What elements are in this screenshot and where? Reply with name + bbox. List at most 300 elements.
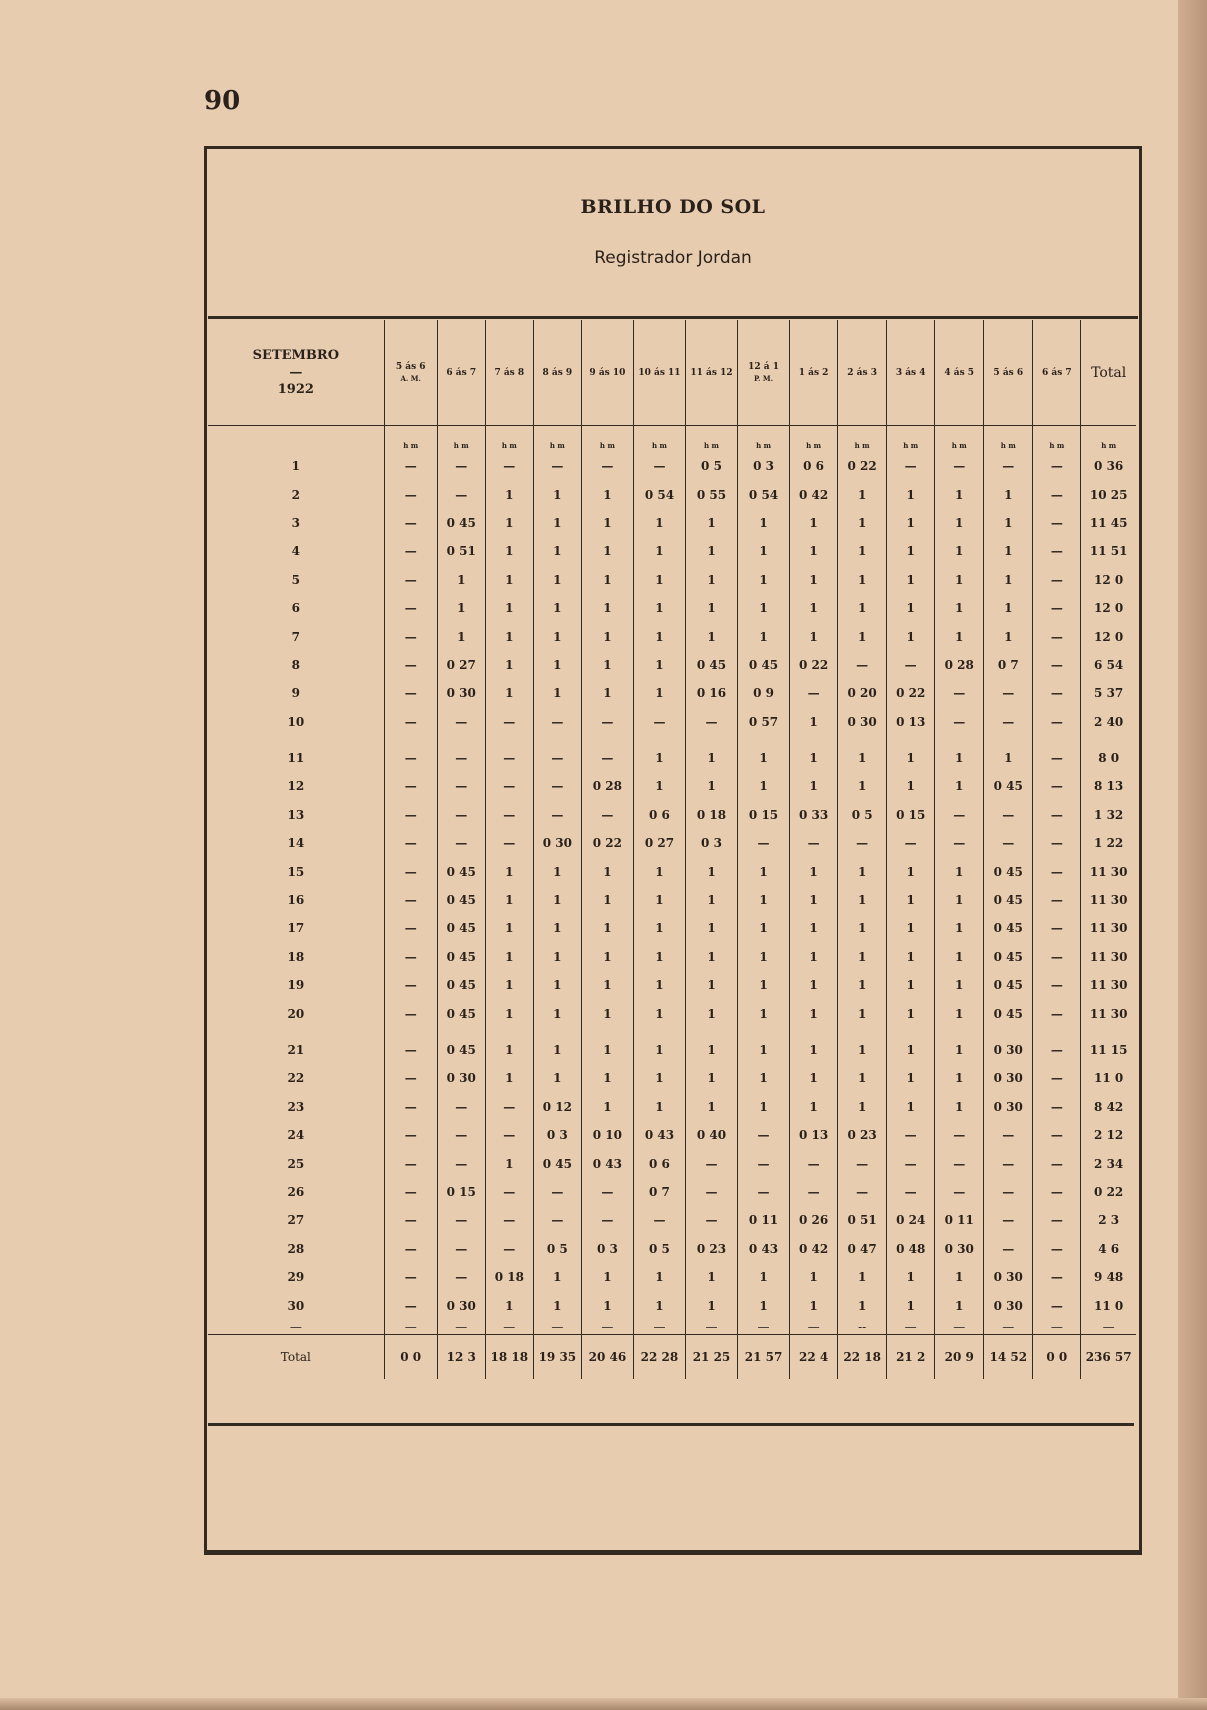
sunshine-cell: — <box>1033 679 1081 707</box>
sunshine-cell: 1 <box>887 943 935 971</box>
sunshine-cell: — <box>485 1235 533 1263</box>
sunshine-cell: — <box>984 452 1033 480</box>
day-number: 1 <box>291 459 301 474</box>
sunshine-cell: 1 <box>887 509 935 537</box>
sunshine-cell: 1 <box>581 651 633 679</box>
sunshine-cell: 0 27 <box>633 829 685 857</box>
sunshine-cell: — <box>384 857 437 885</box>
sunshine-cell: 0 24 <box>887 1206 935 1234</box>
sunshine-cell: 1 <box>533 886 581 914</box>
sunshine-cell: — <box>485 452 533 480</box>
sunshine-cell: 1 <box>685 772 737 800</box>
sunshine-cell: 1 <box>485 1291 533 1319</box>
sunshine-cell: — <box>485 1320 533 1335</box>
day-number: 9 <box>291 686 301 701</box>
sunshine-cell: — <box>1033 1036 1081 1064</box>
day-number: 18 <box>287 949 305 964</box>
sunshine-cell: 1 <box>838 1263 887 1291</box>
gap-cell <box>1081 736 1136 744</box>
sunshine-cell: 1 <box>633 1036 685 1064</box>
sunshine-cell: 1 <box>935 744 984 772</box>
sunshine-cell: 0 30 <box>984 1036 1033 1064</box>
sunshine-cell: 1 <box>838 509 887 537</box>
sunshine-cell: 1 <box>685 1036 737 1064</box>
day-row <box>208 943 1136 971</box>
sunshine-cell: 0 27 <box>437 651 485 679</box>
sunshine-cell: -- <box>838 1320 887 1335</box>
column-total: 21 57 <box>738 1334 790 1379</box>
day-row <box>208 857 1136 885</box>
sunshine-cell: 1 <box>935 566 984 594</box>
sunshine-cell: 0 45 <box>984 971 1033 999</box>
sunshine-cell: 1 <box>738 999 790 1027</box>
sunshine-cell: — <box>533 1206 581 1234</box>
day-row <box>208 594 1136 622</box>
sunshine-cell: — <box>384 1036 437 1064</box>
sunshine-cell: 1 <box>738 509 790 537</box>
day-row <box>208 971 1136 999</box>
sunshine-cell: 0 54 <box>633 480 685 508</box>
day-total: 2 12 <box>1081 1121 1136 1149</box>
sunshine-cell: 1 <box>533 594 581 622</box>
sunshine-cell: 0 30 <box>935 1235 984 1263</box>
day-row <box>208 801 1136 829</box>
grand-total: 236 57 <box>1081 1334 1136 1379</box>
sunshine-cell: 1 <box>685 509 737 537</box>
sunshine-cell: 1 <box>838 566 887 594</box>
sunshine-cell: 1 <box>581 1093 633 1121</box>
sunshine-cell: 1 <box>790 509 838 537</box>
day-number: 24 <box>287 1128 305 1143</box>
sunshine-cell: 0 45 <box>437 886 485 914</box>
day-number: — <box>208 1320 384 1335</box>
sunshine-cell: — <box>437 1149 485 1177</box>
sunshine-cell: 0 45 <box>437 914 485 942</box>
sunshine-cell: — <box>935 679 984 707</box>
day-row <box>208 1178 1136 1206</box>
unit-label: h m <box>633 426 685 453</box>
sunshine-cell: 1 <box>790 1036 838 1064</box>
sunshine-cell: — <box>984 679 1033 707</box>
sunshine-cell: — <box>533 1178 581 1206</box>
sunshine-cell: — <box>887 1320 935 1335</box>
sunshine-cell: — <box>935 452 984 480</box>
sunshine-cell: 1 <box>685 1093 737 1121</box>
day-total: 11 30 <box>1081 943 1136 971</box>
sunshine-cell: 0 11 <box>738 1206 790 1234</box>
day-number: 27 <box>287 1213 305 1228</box>
sunshine-cell: — <box>738 1121 790 1149</box>
day-number: 28 <box>287 1241 305 1256</box>
gap-cell <box>384 736 437 744</box>
sunshine-cell: 1 <box>738 566 790 594</box>
sunshine-cell: — <box>485 829 533 857</box>
unit-label: h m <box>533 426 581 453</box>
hour-range-label: 3 ás 4 <box>895 367 926 378</box>
day-row <box>208 509 1136 537</box>
sunshine-cell: — <box>887 1149 935 1177</box>
sunshine-cell: — <box>790 1178 838 1206</box>
sunshine-cell: 1 <box>984 566 1033 594</box>
page-number: 90 <box>204 86 241 116</box>
gap-cell <box>633 1028 685 1036</box>
sunshine-cell: — <box>790 1320 838 1335</box>
sunshine-cell: 1 <box>887 1036 935 1064</box>
sunshine-cell: — <box>935 708 984 736</box>
sunshine-cell: — <box>935 1320 984 1335</box>
sunshine-cell: 1 <box>838 480 887 508</box>
sunshine-cell: 1 <box>685 744 737 772</box>
sunshine-cell: 0 45 <box>984 999 1033 1027</box>
gap-cell <box>208 736 384 744</box>
unit-label: h m <box>935 426 984 453</box>
sunshine-cell: 1 <box>633 509 685 537</box>
sunshine-cell: — <box>437 452 485 480</box>
unit-label: h m <box>984 426 1033 453</box>
sunshine-cell: 0 45 <box>437 971 485 999</box>
sunshine-cell: — <box>984 1121 1033 1149</box>
sunshine-cell: — <box>1033 1093 1081 1121</box>
sunshine-cell: — <box>887 829 935 857</box>
sunshine-cell: — <box>437 772 485 800</box>
sunshine-cell: 1 <box>838 943 887 971</box>
sunshine-cell: — <box>685 1206 737 1234</box>
sunshine-cell: 0 12 <box>533 1093 581 1121</box>
sunshine-cell: 1 <box>887 744 935 772</box>
totals-row <box>208 1334 1136 1379</box>
sunshine-cell: — <box>838 829 887 857</box>
sunshine-cell: 1 <box>887 886 935 914</box>
day-total: 11 45 <box>1081 509 1136 537</box>
day-number: 15 <box>287 864 305 879</box>
sunshine-cell: 0 47 <box>838 1235 887 1263</box>
totals-label: Total <box>280 1349 311 1364</box>
header-rule <box>208 316 1138 319</box>
day-row <box>208 537 1136 565</box>
sunshine-cell: 0 22 <box>790 651 838 679</box>
gap-cell <box>384 1028 437 1036</box>
hour-column-header <box>738 320 790 426</box>
sunshine-cell: — <box>738 1149 790 1177</box>
sunshine-cell: — <box>485 708 533 736</box>
sunshine-cell: 1 <box>790 772 838 800</box>
sunshine-cell: 1 <box>738 1291 790 1319</box>
sunshine-cell: — <box>1033 1320 1081 1335</box>
sunshine-cell: 0 5 <box>533 1235 581 1263</box>
sunshine-cell: — <box>633 1206 685 1234</box>
sunshine-cell: 1 <box>935 772 984 800</box>
hour-range-label: 9 ás 10 <box>589 367 626 378</box>
sunshine-cell: 0 48 <box>887 1235 935 1263</box>
day-number: 26 <box>287 1184 305 1199</box>
sunshine-cell: 0 15 <box>887 801 935 829</box>
sunshine-cell: 1 <box>790 1291 838 1319</box>
sunshine-cell: 1 <box>633 1291 685 1319</box>
day-row <box>208 1036 1136 1064</box>
sunshine-cell: 1 <box>838 971 887 999</box>
sunshine-cell: 1 <box>838 1291 887 1319</box>
month-dash: — <box>289 365 303 380</box>
day-row <box>208 999 1136 1027</box>
sunshine-cell: 1 <box>790 914 838 942</box>
sunshine-cell: 1 <box>485 999 533 1027</box>
sunshine-cell: 1 <box>685 594 737 622</box>
sunshine-cell: — <box>1033 1121 1081 1149</box>
gap-cell <box>533 1028 581 1036</box>
sunshine-cell: — <box>437 1235 485 1263</box>
column-total: 0 0 <box>1033 1334 1081 1379</box>
sunshine-cell: 0 45 <box>984 857 1033 885</box>
day-row <box>208 452 1136 480</box>
sunshine-cell: — <box>738 829 790 857</box>
sunshine-cell: 1 <box>984 509 1033 537</box>
sunshine-cell: 1 <box>790 622 838 650</box>
hour-range-label: 4 ás 5 <box>944 367 975 378</box>
sunshine-cell: — <box>935 1178 984 1206</box>
unit-label: h m <box>838 426 887 453</box>
sunshine-cell: 0 23 <box>685 1235 737 1263</box>
sunshine-cell: 0 42 <box>790 480 838 508</box>
sunshine-cell: 1 <box>838 999 887 1027</box>
column-total: 20 9 <box>935 1334 984 1379</box>
unit-label: h m <box>581 426 633 453</box>
sunshine-cell: — <box>790 1149 838 1177</box>
sunshine-cell: — <box>384 679 437 707</box>
sunshine-cell: 1 <box>533 999 581 1027</box>
sunshine-cell: 1 <box>633 971 685 999</box>
day-number: 17 <box>287 921 305 936</box>
sunshine-cell: 0 45 <box>685 651 737 679</box>
sunshine-cell: 1 <box>887 566 935 594</box>
hour-range-label: 12 á 1 <box>748 362 779 372</box>
group-gap-row <box>208 736 1136 744</box>
gap-cell <box>738 1028 790 1036</box>
sunshine-cell: 1 <box>685 886 737 914</box>
day-total: 8 42 <box>1081 1093 1136 1121</box>
hour-range-label: 6 ás 7 <box>1041 367 1072 378</box>
gap-cell <box>581 736 633 744</box>
group-gap-row <box>208 1028 1136 1036</box>
day-number: 23 <box>287 1099 305 1114</box>
sunshine-cell: 1 <box>738 594 790 622</box>
sunshine-cell: 1 <box>633 772 685 800</box>
sunshine-cell: 1 <box>581 1036 633 1064</box>
sunshine-cell: 1 <box>738 1036 790 1064</box>
sunshine-cell: — <box>485 772 533 800</box>
sunshine-cell: 1 <box>485 886 533 914</box>
sunshine-cell: — <box>384 999 437 1027</box>
hour-column-header <box>581 320 633 426</box>
day-number: 7 <box>291 629 301 644</box>
sunshine-cell: — <box>1033 452 1081 480</box>
day-total: 9 48 <box>1081 1263 1136 1291</box>
sunshine-cell: — <box>984 829 1033 857</box>
day-number: 4 <box>291 544 301 559</box>
hour-column-header <box>1033 320 1081 426</box>
sunshine-cell: — <box>1033 943 1081 971</box>
sunshine-cell: 0 3 <box>581 1235 633 1263</box>
sunshine-cell: 1 <box>935 1263 984 1291</box>
sunshine-cell: — <box>984 708 1033 736</box>
sunshine-cell: — <box>384 772 437 800</box>
sunshine-cell: 1 <box>437 566 485 594</box>
sunshine-cell: 1 <box>533 622 581 650</box>
day-row <box>208 622 1136 650</box>
sunshine-cell: — <box>384 829 437 857</box>
sunshine-cell: 1 <box>437 594 485 622</box>
sunshine-cell: 1 <box>633 594 685 622</box>
sunshine-cell: — <box>384 886 437 914</box>
sunshine-cell: — <box>533 1320 581 1335</box>
sunshine-cell: — <box>738 1320 790 1335</box>
sunshine-cell: — <box>984 1320 1033 1335</box>
sunshine-cell: 1 <box>838 886 887 914</box>
sunshine-cell: 1 <box>581 943 633 971</box>
sunshine-cell: 1 <box>633 1064 685 1092</box>
sunshine-cell: — <box>533 452 581 480</box>
sunshine-cell: 1 <box>581 622 633 650</box>
sunshine-cell: 0 18 <box>685 801 737 829</box>
hour-column-header <box>485 320 533 426</box>
sunshine-cell: — <box>384 509 437 537</box>
hour-column-header <box>790 320 838 426</box>
sunshine-cell: — <box>437 744 485 772</box>
sunshine-cell: — <box>384 452 437 480</box>
gap-cell <box>838 736 887 744</box>
sunshine-cell: 1 <box>838 857 887 885</box>
sunshine-cell: 1 <box>935 914 984 942</box>
day-row <box>208 1263 1136 1291</box>
sunshine-cell: 1 <box>790 1263 838 1291</box>
day-number: 20 <box>287 1006 305 1021</box>
sunshine-cell: 1 <box>533 1036 581 1064</box>
day-total: 11 30 <box>1081 971 1136 999</box>
sunshine-cell: 1 <box>887 971 935 999</box>
sunshine-cell: 1 <box>887 594 935 622</box>
sunshine-cell: — <box>533 801 581 829</box>
sunshine-cell: 1 <box>838 1064 887 1092</box>
unit-row-blank <box>208 426 384 453</box>
sunshine-cell: 0 45 <box>437 943 485 971</box>
sunshine-cell: 1 <box>790 886 838 914</box>
sunshine-cell: 1 <box>738 537 790 565</box>
sunshine-cell: 1 <box>533 857 581 885</box>
day-number: 19 <box>287 978 305 993</box>
sunshine-cell: 1 <box>738 1064 790 1092</box>
sunshine-cell: — <box>838 1149 887 1177</box>
sunshine-cell: 1 <box>738 1093 790 1121</box>
day-row <box>208 1121 1136 1149</box>
sunshine-cell: — <box>384 1064 437 1092</box>
sunshine-cell: 1 <box>887 914 935 942</box>
hour-column-header <box>685 320 737 426</box>
sunshine-cell: — <box>384 1235 437 1263</box>
sunshine-cell: 1 <box>790 594 838 622</box>
sunshine-cell: 0 55 <box>685 480 737 508</box>
sunshine-cell: 1 <box>437 622 485 650</box>
day-number: 21 <box>287 1043 305 1057</box>
sunshine-cell: 1 <box>685 914 737 942</box>
sunshine-cell: 1 <box>790 537 838 565</box>
day-total: 1 32 <box>1081 801 1136 829</box>
sunshine-cell: — <box>384 1178 437 1206</box>
sunshine-cell: — <box>437 1206 485 1234</box>
sunshine-cell: 0 43 <box>633 1121 685 1149</box>
page-subtitle: Registrador Jordan <box>594 248 752 268</box>
unit-row <box>208 426 1136 453</box>
day-total: — <box>1081 1320 1136 1335</box>
day-number: 13 <box>287 807 305 822</box>
sunshine-cell: 1 <box>533 914 581 942</box>
sunshine-cell: — <box>1033 1291 1081 1319</box>
sunshine-cell: — <box>1033 772 1081 800</box>
sunshine-cell: 1 <box>533 651 581 679</box>
gap-cell <box>1033 1028 1081 1036</box>
sunshine-cell: — <box>581 452 633 480</box>
unit-label: h m <box>685 426 737 453</box>
sunshine-cell: — <box>437 480 485 508</box>
sunshine-cell: 1 <box>790 943 838 971</box>
column-total: 22 18 <box>838 1334 887 1379</box>
sunshine-cell: 1 <box>887 480 935 508</box>
day-total: 5 37 <box>1081 679 1136 707</box>
sunshine-cell: 0 15 <box>738 801 790 829</box>
sunshine-cell: 1 <box>738 744 790 772</box>
sunshine-cell: 1 <box>533 509 581 537</box>
sunshine-cell: 0 6 <box>633 801 685 829</box>
sunshine-cell: 0 28 <box>935 651 984 679</box>
sunshine-cell: 1 <box>485 943 533 971</box>
sunshine-cell: 1 <box>685 566 737 594</box>
gap-cell <box>485 1028 533 1036</box>
gap-cell <box>887 1028 935 1036</box>
sunshine-cell: 1 <box>533 1291 581 1319</box>
sunshine-cell: — <box>633 452 685 480</box>
sunshine-cell: 1 <box>633 886 685 914</box>
sunshine-cell: — <box>935 829 984 857</box>
sunshine-cell: — <box>1033 914 1081 942</box>
title-block <box>208 150 1138 315</box>
sunshine-cell: — <box>935 1149 984 1177</box>
day-total: 4 6 <box>1081 1235 1136 1263</box>
sunshine-cell: — <box>984 801 1033 829</box>
sunshine-cell: — <box>581 1320 633 1335</box>
sunshine-cell: 1 <box>738 1263 790 1291</box>
sunshine-cell: 1 <box>533 943 581 971</box>
day-row <box>208 772 1136 800</box>
sunshine-cell: 1 <box>887 622 935 650</box>
sunshine-cell: 0 30 <box>533 829 581 857</box>
table-body <box>208 426 1136 1379</box>
sunshine-cell: — <box>838 651 887 679</box>
sunshine-cell: — <box>1033 1178 1081 1206</box>
sunshine-cell: 0 22 <box>581 829 633 857</box>
sunshine-cell: 1 <box>633 744 685 772</box>
sunshine-cell: 1 <box>887 537 935 565</box>
day-number: 14 <box>287 836 305 851</box>
sunshine-cell: 1 <box>838 537 887 565</box>
sunshine-cell: 1 <box>887 1263 935 1291</box>
sunshine-cell: — <box>581 708 633 736</box>
sunshine-cell: 1 <box>838 772 887 800</box>
sunshine-cell: — <box>384 480 437 508</box>
sunshine-cell: — <box>485 1121 533 1149</box>
sunshine-cell: 1 <box>685 943 737 971</box>
sunshine-cell: 0 45 <box>437 857 485 885</box>
sunshine-cell: 1 <box>581 480 633 508</box>
sunshine-cell: 1 <box>738 772 790 800</box>
day-row <box>208 566 1136 594</box>
